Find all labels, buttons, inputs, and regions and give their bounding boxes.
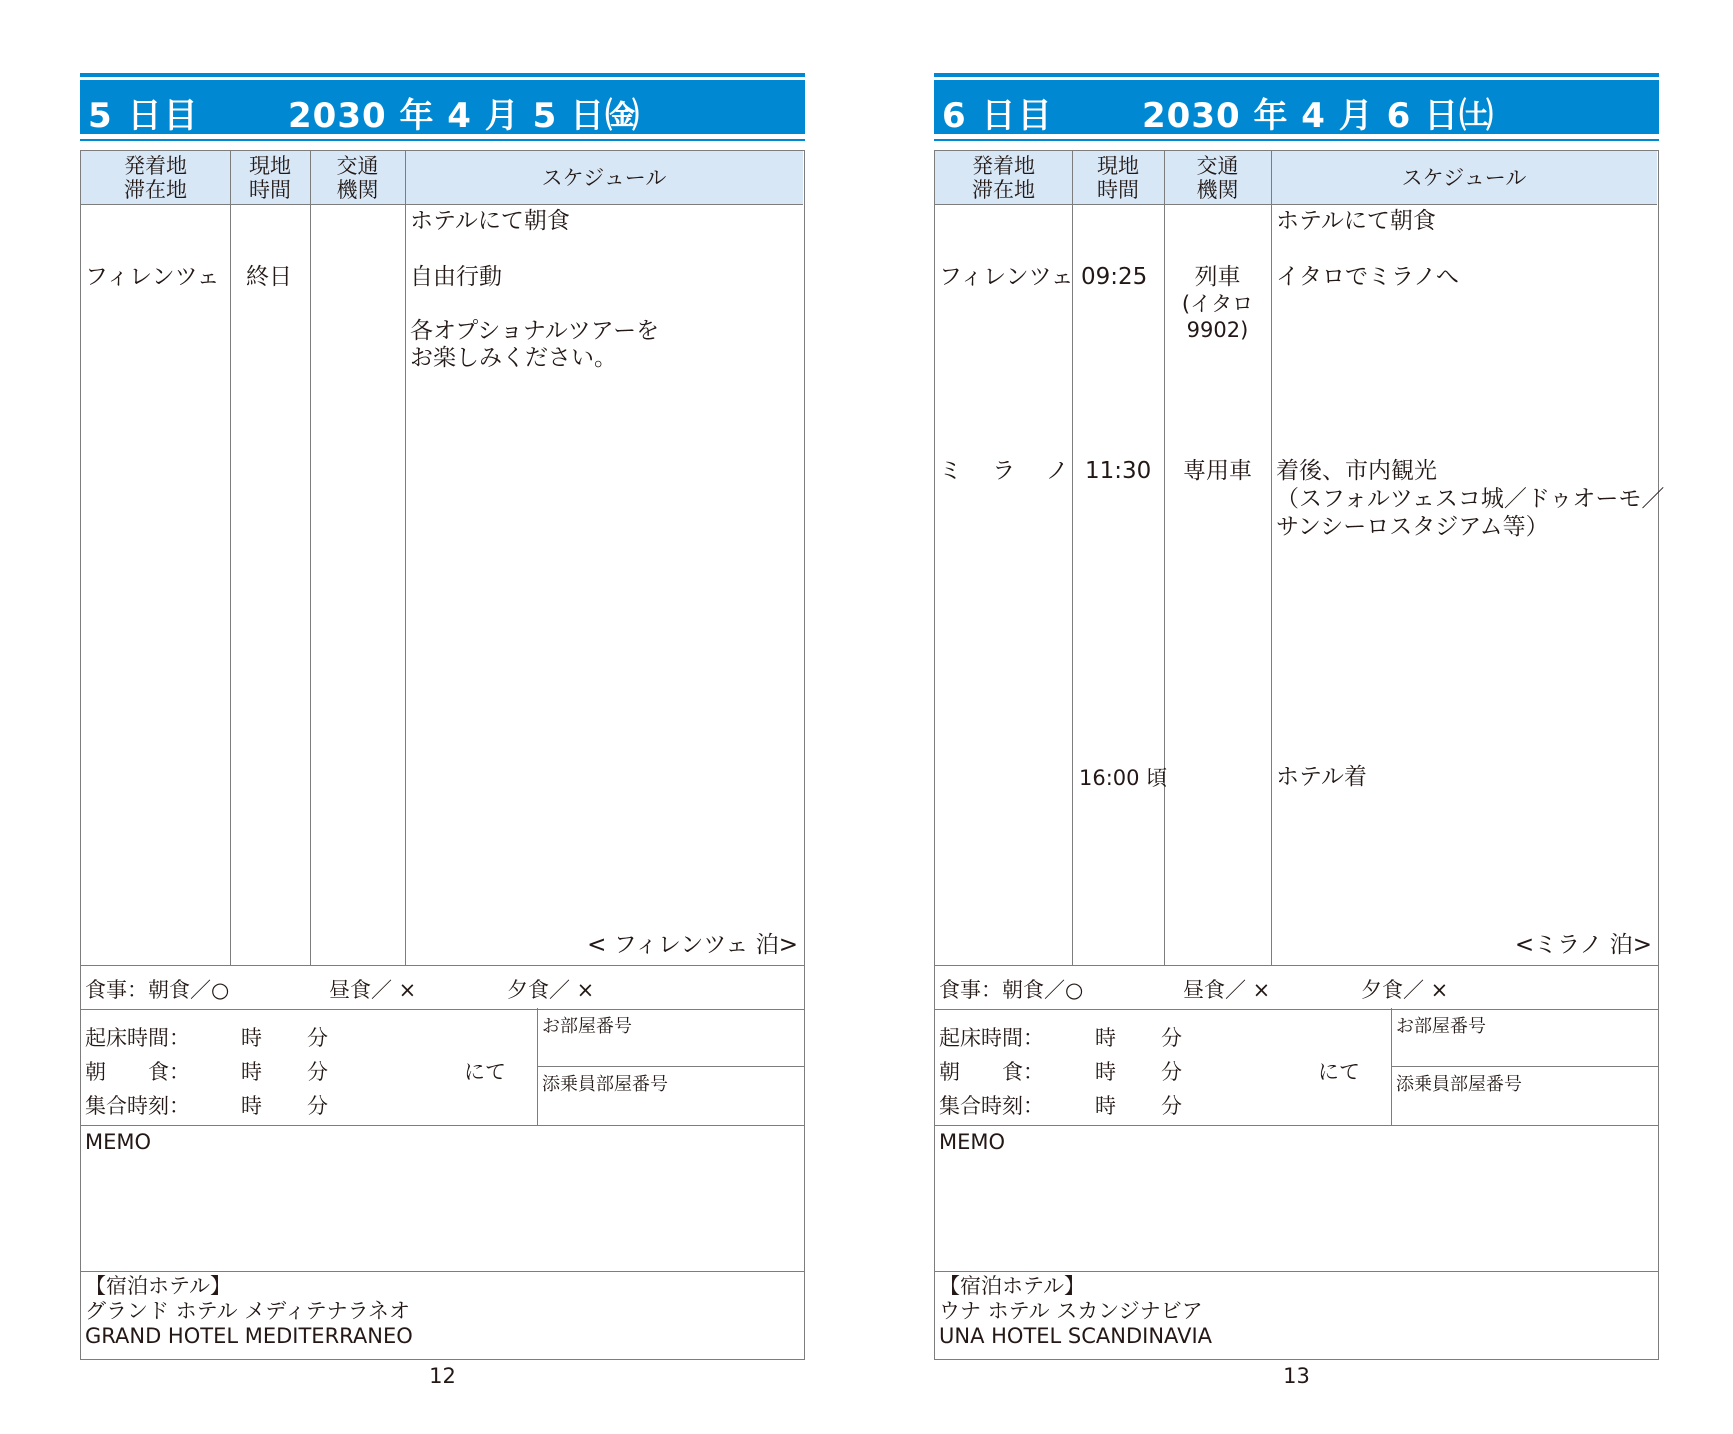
column-divider [1271,151,1272,965]
day-header [934,80,1659,134]
breakfast-time-label: 朝 食： [85,1060,190,1084]
time-entry: 16:00 頃 [1079,766,1168,790]
breakfast-time-label: 朝 食： [939,1060,1044,1084]
memo-box [80,1124,805,1272]
schedule-entry: サンシーロスタジアム等） [1276,514,1549,540]
column-header-transport: 交通 機関 [1164,151,1271,205]
column-divider [405,151,406,965]
header-rule-top [934,75,1659,77]
hotel-label: 【宿泊ホテル】 [85,1274,231,1298]
overnight-stay: < フィレンツェ 泊> [587,932,798,958]
memo-label: MEMO [85,1130,152,1154]
meal-row [80,964,805,1010]
meal-dinner: 夕食／ × [1361,978,1449,1002]
schedule-entry: イタロでミラノへ [1276,264,1459,290]
transport-entry: (イタロ [1181,292,1254,316]
at-label: にて [1318,1060,1360,1084]
page-number: 13 [1283,1364,1310,1388]
place-entry: フィレンツェ [939,264,1074,290]
hour-label: 時 [1095,1094,1116,1118]
minute-label: 分 [307,1060,328,1084]
column-header-place: 発着地 滞在地 [81,151,230,205]
meet-label: 集合時刻： [85,1094,190,1118]
hotel-name-ja: ウナ ホテル スカンジナビア [939,1299,1203,1323]
hour-label: 時 [1095,1060,1116,1084]
schedule-entry: 自由行動 [410,264,502,290]
wake-up-section [934,1008,1659,1126]
minute-label: 分 [307,1094,328,1118]
meal-breakfast: 食事：朝食／○ [939,978,1084,1002]
place-entry: ミ ラ ノ [939,458,1069,484]
meal-breakfast: 食事：朝食／○ [85,978,230,1002]
hour-label: 時 [1095,1026,1116,1050]
room-divider-horizontal [1391,1066,1659,1067]
column-header-schedule: スケジュール [405,151,803,205]
room-number-label: お部屋番号 [1396,1016,1486,1037]
room-divider-horizontal [537,1066,805,1067]
schedule-entry: 着後、市内観光 [1276,458,1437,484]
meal-dinner: 夕食／ × [507,978,595,1002]
header-rule-bottom [934,139,1659,141]
time-entry: 11:30 [1085,458,1152,484]
overnight-stay: <ミラノ 泊> [1514,932,1652,958]
wake-up-section [80,1008,805,1126]
hour-label: 時 [241,1094,262,1118]
hour-label: 時 [241,1060,262,1084]
column-header-transport: 交通 機関 [310,151,405,205]
meet-label: 集合時刻： [939,1094,1044,1118]
schedule-entry: ホテル着 [1276,764,1367,790]
column-divider [230,151,231,965]
schedule-entry: お楽しみください。 [410,345,617,371]
itinerary-page-day-5 [80,80,805,1388]
wake-label: 起床時間： [939,1026,1044,1050]
hotel-name-en: GRAND HOTEL MEDITERRANEO [85,1324,413,1348]
page-number: 12 [429,1364,456,1388]
schedule-entry: （スフォルツェスコ城／ドゥオーモ／ [1276,486,1665,512]
hotel-box [80,1270,805,1360]
hour-label: 時 [241,1026,262,1050]
memo-label: MEMO [939,1130,1006,1154]
day-label: 5 日目 [88,96,200,136]
schedule-entry: ホテルにて朝食 [410,208,570,234]
guide-room-label: 添乗員部屋番号 [1396,1074,1522,1095]
minute-label: 分 [307,1026,328,1050]
column-header-time: 現地 時間 [1072,151,1164,205]
hotel-box [934,1270,1659,1360]
minute-label: 分 [1161,1094,1182,1118]
place-entry: フィレンツェ [85,264,220,290]
hotel-name-ja: グランド ホテル メディテナラネオ [85,1299,410,1323]
day-date: 2030 年 4 月 6 日㈯ [1142,96,1495,136]
schedule-entry: 各オプショナルツアーを [410,318,660,344]
guide-room-label: 添乗員部屋番号 [542,1074,668,1095]
itinerary-page-day-6 [934,80,1665,1388]
meal-lunch: 昼食／ × [1183,978,1271,1002]
minute-label: 分 [1161,1060,1182,1084]
time-entry: 09:25 [1081,264,1148,290]
header-rule-top [80,75,805,77]
day-label: 6 日目 [942,96,1054,136]
day-date: 2030 年 4 月 5 日㈮ [288,96,641,136]
at-label: にて [464,1060,506,1084]
time-entry: 終日 [246,264,292,290]
minute-label: 分 [1161,1026,1182,1050]
transport-entry: 9902) [1186,318,1249,342]
room-number-label: お部屋番号 [542,1016,632,1037]
column-header-schedule: スケジュール [1271,151,1657,205]
wake-label: 起床時間： [85,1026,190,1050]
transport-entry: 専用車 [1183,458,1252,484]
schedule-table [934,150,1665,966]
meal-lunch: 昼食／ × [329,978,417,1002]
day-header [80,80,805,134]
column-header-time: 現地 時間 [230,151,310,205]
column-divider [310,151,311,965]
schedule-table [80,150,805,966]
schedule-entry: ホテルにて朝食 [1276,208,1436,234]
memo-box [934,1124,1659,1272]
header-rule-bottom [80,139,805,141]
transport-entry: 列車 [1194,264,1241,290]
meal-row [934,964,1659,1010]
column-header-place: 発着地 滞在地 [935,151,1072,205]
hotel-name-en: UNA HOTEL SCANDINAVIA [939,1324,1212,1348]
hotel-label: 【宿泊ホテル】 [939,1274,1085,1298]
